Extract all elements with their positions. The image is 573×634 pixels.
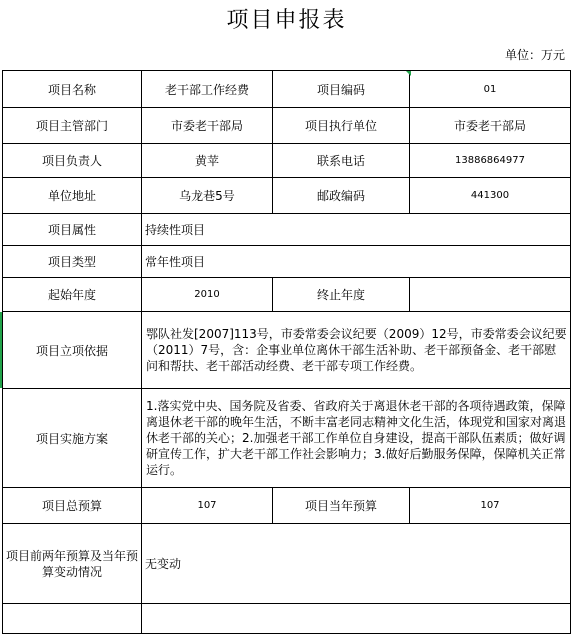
zipcode-label: 邮政编码 <box>273 178 410 214</box>
project-code-label: 项目编码 <box>273 71 410 108</box>
project-leader-label: 项目负责人 <box>3 144 142 178</box>
current-year-budget-value[interactable]: 107 <box>410 488 571 524</box>
zipcode-value[interactable]: 441300 <box>410 178 571 214</box>
table-row <box>3 524 571 604</box>
table-row <box>3 604 571 634</box>
table-row <box>3 312 571 389</box>
project-basis-label: 项目立项依据 <box>3 312 142 389</box>
project-code-value[interactable]: 01 <box>410 71 571 108</box>
project-attribute-label: 项目属性 <box>3 214 142 246</box>
budget-change-value[interactable]: 无变动 <box>142 524 571 604</box>
empty-cell <box>3 604 142 634</box>
project-type-value[interactable]: 常年性项目 <box>142 246 571 278</box>
table-row <box>3 246 571 278</box>
phone-label: 联系电话 <box>273 144 410 178</box>
start-year-value[interactable]: 2010 <box>142 278 273 312</box>
table-row <box>3 178 571 214</box>
table-row <box>3 278 571 312</box>
table-row <box>3 144 571 178</box>
table-row <box>3 108 571 144</box>
total-budget-value[interactable]: 107 <box>142 488 273 524</box>
current-year-budget-label: 项目当年预算 <box>273 488 410 524</box>
address-value[interactable]: 乌龙巷5号 <box>142 178 273 214</box>
project-attribute-value[interactable]: 持续性项目 <box>142 214 571 246</box>
project-leader-value[interactable]: 黄苹 <box>142 144 273 178</box>
table-row <box>3 488 571 524</box>
executing-unit-value[interactable]: 市委老干部局 <box>410 108 571 144</box>
empty-cell <box>142 604 571 634</box>
supervising-dept-label: 项目主管部门 <box>3 108 142 144</box>
table-row <box>3 389 571 488</box>
project-basis-value[interactable]: 鄂队社发[2007]113号，市委常委会议纪要（2009）12号，市委常委会议纪要（2011）7号，含：企事业单位离休干部生活补助、老干部预备金、老干部慰问和帮扶、老干部活动经费、老干部专项工作经费。 <box>142 312 571 389</box>
start-year-label: 起始年度 <box>3 278 142 312</box>
project-name-label: 项目名称 <box>3 71 142 108</box>
supervising-dept-value[interactable]: 市委老干部局 <box>142 108 273 144</box>
project-name-value[interactable]: 老干部工作经费 <box>142 71 273 108</box>
end-year-label: 终止年度 <box>273 278 410 312</box>
executing-unit-label: 项目执行单位 <box>273 108 410 144</box>
implementation-plan-label: 项目实施方案 <box>3 389 142 488</box>
project-type-label: 项目类型 <box>3 246 142 278</box>
budget-change-label: 项目前两年预算及当年预算变动情况 <box>3 524 142 604</box>
table-row <box>3 214 571 246</box>
table-row <box>3 71 571 108</box>
implementation-plan-value[interactable]: 1.落实党中央、国务院及省委、省政府关于离退休老干部的各项待遇政策，保障离退休老干部的晚年生活，不断丰富老同志精神文化生活，体现党和国家对离退休老干部的关心；2.加强老干部工作单位自身建设，提高干部队伍素质；做好调研宣传工作，扩大老干部工作社会影响力；3.做好后勤服务保障，保障机关正常运行。 <box>142 389 571 488</box>
unit-label: 单位：万元 <box>504 48 565 62</box>
project-application-table <box>2 70 571 634</box>
phone-value[interactable]: 13886864977 <box>410 144 571 178</box>
total-budget-label: 项目总预算 <box>3 488 142 524</box>
end-year-value[interactable] <box>410 278 571 312</box>
page-title: 项目申报表 <box>226 8 347 33</box>
address-label: 单位地址 <box>3 178 142 214</box>
cell-marker-icon <box>406 71 411 76</box>
